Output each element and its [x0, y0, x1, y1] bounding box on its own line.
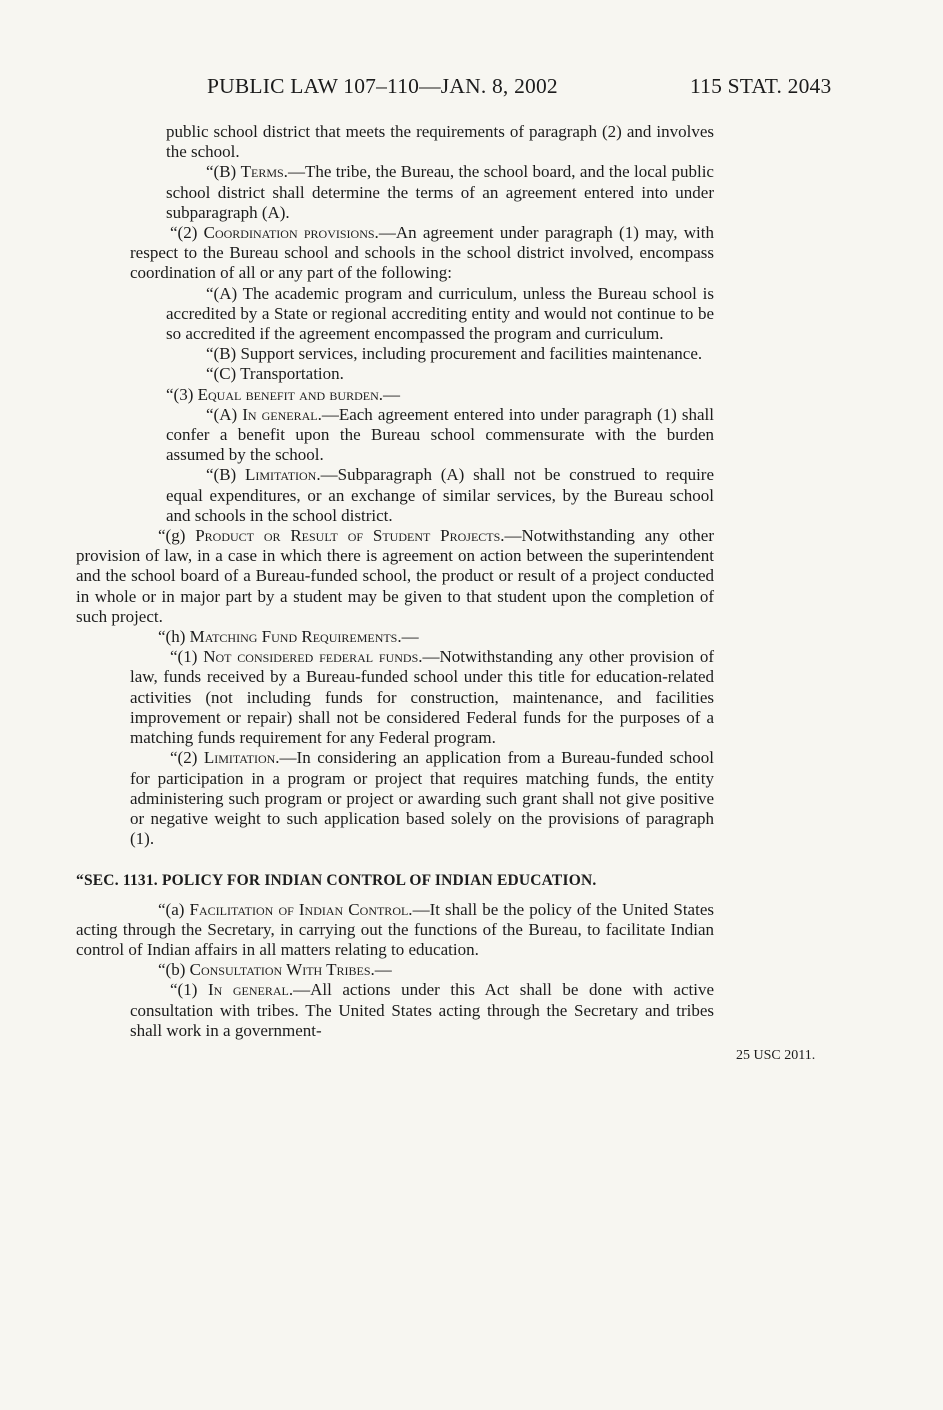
paragraph-b-support: “(B) Support services, including procurement and facilities maintenance. [206, 344, 703, 364]
paragraph-b-terms: “(B) Terms.—The tribe, the Bureau, the school board, and the local public school district shall determine the terms of an agreement entered into under subparagraph (A). [166, 162, 714, 222]
paragraph-h-matching: “(h) Matching Fund Requirements.— [158, 627, 419, 647]
paragraph-a-in-general: “(A) In general.—Each agreement entered into under paragraph (1) shall confer a benefit upon the Bureau school commensurate with the burden assumed by the school. [166, 404, 714, 465]
paragraph-g-product: “(g) Product or Result of Student Projects.—Notwithstanding any other provision of law, in a case in which there is agreement on action between the superintendent and the school board of a Bureau-funded school, the product or result of a project conducted in whole or in major part by a student may be given to that student upon the completion of such project. [76, 526, 714, 626]
paragraph-a-academic: “(A) The academic program and curriculum, unless the Bureau school is accredited by a State or regional accrediting entity and would not continue to be so accredited if the agreement encompassed the program and curriculum. [166, 283, 714, 344]
paragraph-b-consultation: “(b) Consultation With Tribes.— [158, 960, 392, 980]
header-title: PUBLIC LAW 107–110—JAN. 8, 2002 [207, 74, 558, 98]
paragraph-2-limitation: “(2) Limitation.—In considering an application from a Bureau-funded school for participation in a program or project that requires matching funds, the entity administering such program or project or awarding such grant shall not give positive or negative weight to such application based solely on the provisions of paragraph (1). [130, 748, 715, 849]
paragraph-c-transportation: “(C) Transportation. [206, 364, 344, 384]
paragraph-1-not-federal: “(1) Not considered federal funds.—Notwithstanding any other provision of law, funds received by a Bureau-funded school under this title for education-related activities (not including funds for construction, maintenance, and facilities improvement or repair) shall not be considered Federal funds for the purposes of a matching funds requirement for any Federal program. [130, 647, 714, 748]
paragraph-2-coordination: “(2) Coordination provisions.—An agreement under paragraph (1) may, with respect to the Bureau school and schools in the school district involved, encompass coordination of all or any part of the following: [130, 223, 714, 283]
margin-citation: 25 USC 2011. [736, 1048, 816, 1063]
paragraph-a-facilitation: “(a) Facilitation of Indian Control.—It shall be the policy of the United States acting through the Secretary, in carrying out the functions of the Bureau, to facilitate Indian control of Indian affairs in all matters relating to education. [76, 899, 714, 959]
paragraph-3-equal-benefit: “(3) Equal benefit and burden.— [166, 384, 401, 404]
paragraph-continuation: public school district that meets the requirements of paragraph (2) and involves the school. [166, 122, 714, 162]
section-heading: “SEC. 1131. POLICY FOR INDIAN CONTROL OF INDIAN EDUCATION. [76, 872, 597, 890]
body-text [76, 122, 714, 1041]
header-stat-page: 115 STAT. 2043 [690, 74, 832, 98]
paragraph-1-in-general: “(1) In general.—All actions under this Act shall be done with active consultation with tribes. The United States acting through the Secretary and tribes shall work in a government- [130, 980, 714, 1040]
paragraph-b-limitation: “(B) Limitation.—Subparagraph (A) shall not be construed to require equal expenditures, or an exchange of similar services, by the Bureau school and schools in the school district. [166, 465, 714, 525]
running-header [0, 70, 943, 100]
